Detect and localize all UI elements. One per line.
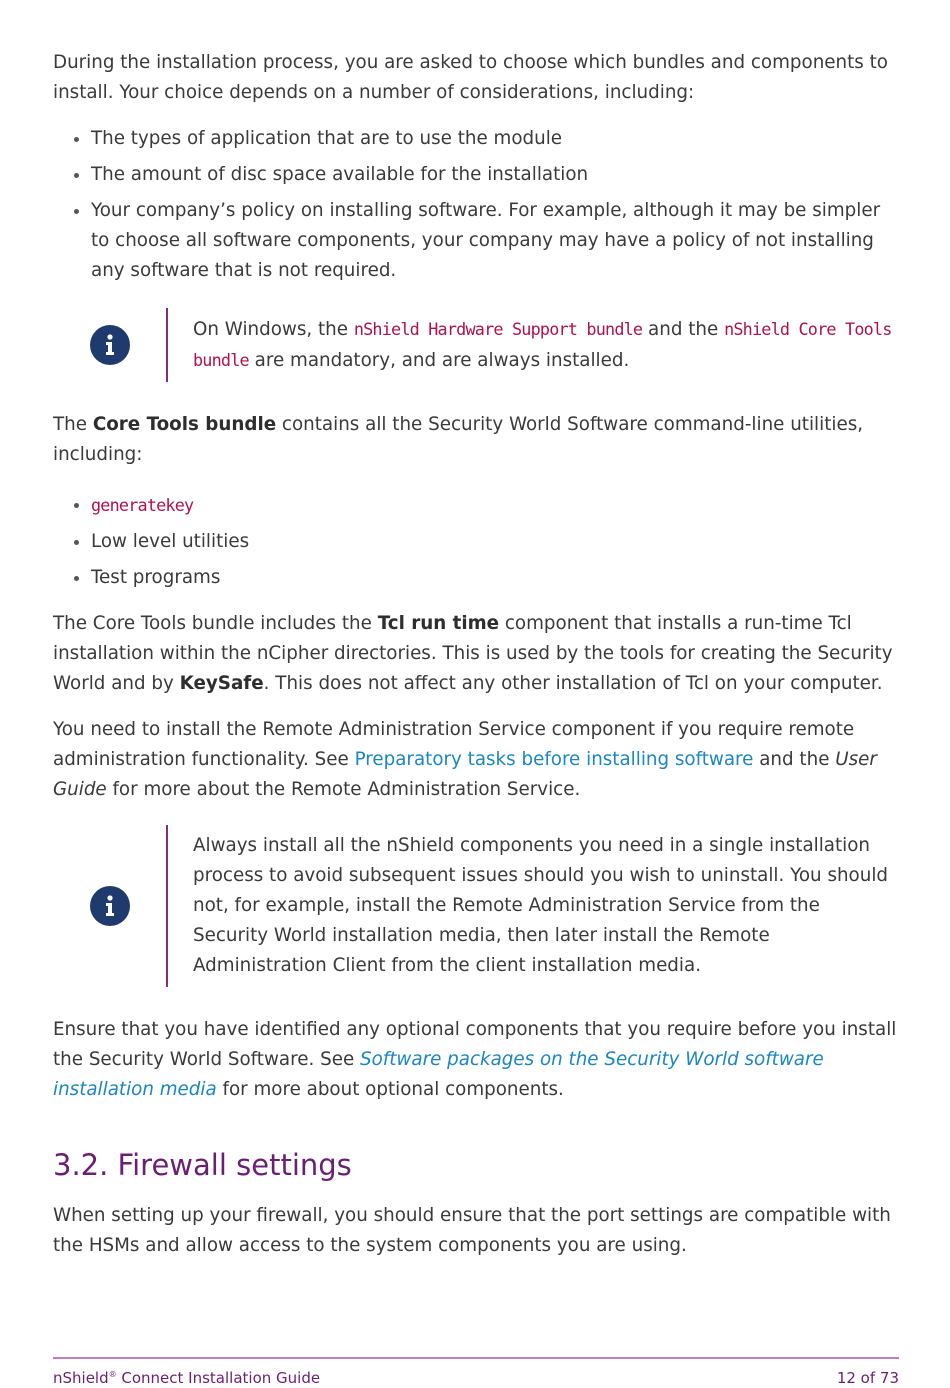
note-body: Always install all the nShield components you need in a single installation process to avoid subsequent issues should you wish to uninstall. You should not, for example, install the Remote Administration Service from the Security World installation media, then later install the Remote Administration Client from the client installation media.	[166, 825, 899, 987]
page-number: 12 of 73	[836, 1369, 899, 1387]
link-software-packages[interactable]: Software packages on the Security World software installation media	[53, 1049, 824, 1100]
optional-components-paragraph: Ensure that you have identified any optional components that you require before you install the Security World Software. See Software packages on the Security World software installation media for more about optional components.	[53, 1019, 897, 1100]
list-item	[91, 490, 899, 521]
list-item: Your company’s policy on installing software. For example, although it may be simpler to choose all software components, your company may have a policy of not installing any software that is not required.	[91, 196, 899, 286]
footer-divider	[53, 1357, 899, 1359]
considerations-list	[53, 124, 899, 286]
note-windows-bundles	[53, 308, 899, 382]
note-body: On Windows, the nShield Hardware Support bundle and the nShield Core Tools bundle are mandatory, and are always installed.	[166, 308, 899, 382]
list-item: Low level utilities	[91, 527, 899, 557]
tcl-paragraph: The Core Tools bundle includes the Tcl run time component that installs a run-time Tcl installation within the nCipher directories. This is used by the tools for creating the Security World and by KeySafe. This does not affect any other installation of Tcl on your computer.	[53, 613, 893, 694]
code-hardware-support-bundle: nShield Hardware Support bundle	[353, 319, 643, 339]
link-preparatory-tasks[interactable]: Preparatory tasks before installing software	[354, 749, 754, 770]
core-tools-paragraph: The Core Tools bundle contains all the Security World Software command-line utilities, including:	[53, 414, 864, 465]
core-tools-list	[53, 490, 899, 593]
list-item: Test programs	[91, 563, 899, 593]
footer-title: nShield® Connect Installation Guide	[53, 1369, 321, 1387]
list-item: The types of application that are to use the module	[91, 124, 899, 154]
remote-admin-paragraph: You need to install the Remote Administration Service component if you require remote administration functionality. See Preparatory tasks before installing software and the User Guide for more about the Remote Administration Service.	[53, 719, 877, 800]
info-icon	[90, 886, 130, 926]
list-item: The amount of disc space available for the installation	[91, 160, 899, 190]
intro-paragraph: During the installation process, you are asked to choose which bundles and components to install. Your choice depends on a number of considerations, including:	[53, 52, 888, 103]
page-content	[53, 48, 899, 1277]
section-heading: 3.2. Firewall settings	[53, 1148, 352, 1182]
info-icon	[90, 325, 130, 365]
code-generatekey: generatekey	[91, 495, 194, 515]
note-install-all-components	[53, 825, 899, 987]
page-footer	[53, 1368, 899, 1388]
firewall-paragraph: When setting up your firewall, you should ensure that the port settings are compatible with the HSMs and allow access to the system components you are using.	[53, 1205, 891, 1256]
code-core-tools-bundle: nShield Core Tools bundle	[193, 319, 892, 370]
